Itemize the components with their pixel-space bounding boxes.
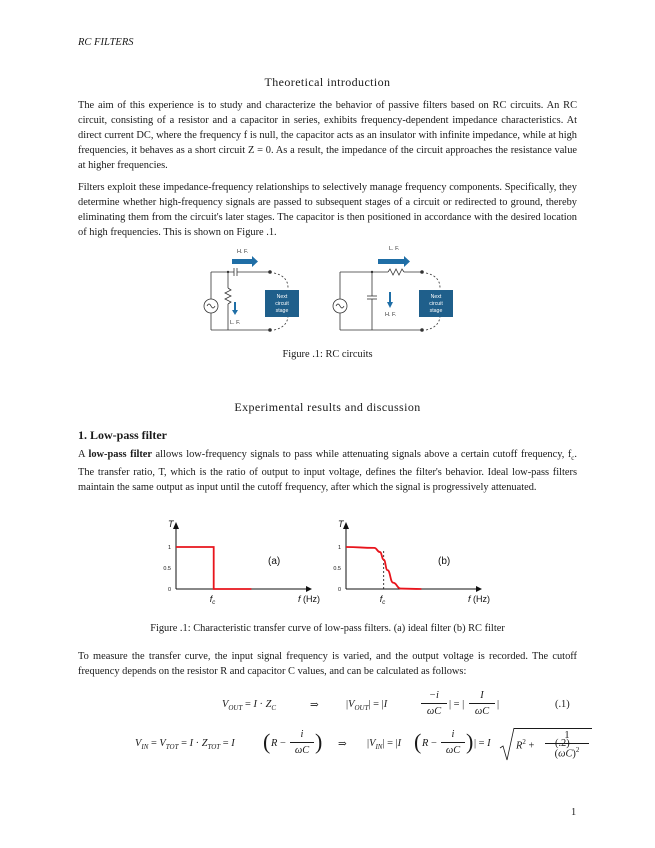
hf-label-2: H. F.: [385, 312, 397, 318]
x-axis-arrow-1: [476, 586, 482, 592]
next-stage-line-1b: Next: [430, 294, 442, 300]
lp-sub: c: [571, 454, 575, 463]
equation-2-number: (.2): [555, 738, 570, 749]
resistor-icon: [225, 288, 231, 304]
y-tick-label-0-2: 0: [167, 587, 171, 593]
next-stage-line-3b: stage: [429, 308, 443, 314]
next-stage-line-2: circuit: [275, 301, 289, 307]
y-axis-arrow-0: [173, 522, 179, 529]
lf-arrow-icon: [232, 302, 238, 315]
subsection-low-pass: 1. Low-pass filter: [78, 428, 167, 442]
running-header: [78, 37, 134, 48]
y-axis-arrow-1: [343, 522, 349, 529]
next-stage-box-left: [265, 290, 299, 317]
y-tick-label-0-0: 1: [167, 545, 171, 551]
y-axis-label-1: T: [338, 519, 344, 529]
figure-2-caption: Figure .1: Characteristic transfer curve of low-pass filters. (a) ideal filter (b) RC filter: [150, 623, 505, 634]
hf-arrow-icon: [232, 256, 258, 267]
panel-label-1: (b): [438, 556, 451, 567]
x-axis-label-0: f (Hz): [298, 594, 321, 604]
y-tick-label-1-1: 0.5: [333, 566, 341, 572]
resistor-icon-2: [388, 269, 404, 275]
x-tick-label-fc-1: $f_c$: [379, 594, 386, 606]
x-tick-label-fc-0: $f_c$: [209, 594, 216, 606]
x-axis-label-1: f (Hz): [468, 594, 491, 604]
lowpass-paragraph-1: [78, 448, 577, 496]
next-stage-line-3: stage: [275, 308, 289, 314]
lp-bold: low-pass filter: [88, 449, 153, 460]
header-title: RC FILTERS: [78, 37, 134, 48]
next-stage-line-2b: circuit: [429, 301, 443, 307]
lf-label: L. F.: [230, 320, 241, 326]
theory-paragraph-1: The aim of this experience is to study and characterize the behavior of passive filters based on RC circuits. An RC circuit, consisting of a resistor and a capacitor in series, exhibits frequency-dependent impedance characteristics. At direct current DC, where the frequency f is null, the capacitor acts as an insulator with infinite impedance, while at high frequencies, it behaves as a short circuit Z = 0. As a result, the impedance of the circuit approaches the resistance value at higher frequencies.: [78, 100, 577, 171]
theory-paragraph-2: Filters exploit these impedance-frequency relationships to selectively manage frequency components. Specifically, they determine whether high-frequency signals are passed to subsequent stages of a circuit or redirected to ground, thereby eliminating them from the circuit's later stages. The capacitor is then positioned in accordance with the desired location of high frequencies. This is shown on Figure .1.: [78, 182, 577, 238]
section-title-results: Experimental results and discussion: [234, 400, 421, 414]
lp-text-b: allows low-frequency signals to pass while attenuating signals above a certain cutoff frequency, f: [152, 449, 572, 460]
y-tick-label-1-2: 0: [337, 587, 341, 593]
page-number: 1: [571, 807, 577, 818]
x-axis-arrow-0: [306, 586, 312, 592]
lf-label-2: L. F.: [389, 246, 400, 252]
y-tick-label-0-1: 0.5: [163, 566, 171, 572]
y-tick-label-1-0: 1: [337, 545, 341, 551]
lp-text-c: . The transfer ratio, T, which is the ratio of output to input voltage, defines the filter's behavior. Ideal low-pass filters maintain the same output as input until the cutoff frequency, after which the signal is progressively attenuated.: [78, 449, 578, 493]
figure-1-caption: Figure .1: RC circuits: [282, 349, 373, 360]
transfer-curve-0: [176, 547, 251, 589]
next-stage-line-1: Next: [276, 294, 288, 300]
page: RC FILTERS Theoretical introduction The aim of this experience is to study and characterize the behavior of passive filters based on RC circuits. An RC circuit, consisting of a resistor and a capacitor in series, exhibits frequency-dependent impedance characteristics. At direct current DC, where the frequency f is null, the capacitor acts as an insulator with infinite impedance, while at high frequencies, it behaves as a short circuit Z = 0. As a result, the impedance of the circuit approaches the resistance value at higher frequencies. Filters exploit these impedance-frequency relationships to selectively manage frequency components. Specifically, they determine whether high-frequency signals are passed to subsequent stages of a circuit or redirected to ground, thereby eliminating them from the circuit's later stages. The capacitor is then positioned in accordance with the desired location of high frequencies. This is shown on Figure .1. H. F. L. F. Next circuit stage L. F. H. F. Next circuit stage Figure .1: RC circuits Experimental results and discussion 1. Low-pass filter A low-pass filter allows low-frequency signals to pass while attenuating signals above a certain cutoff frequency, $f_c$. The transfer ratio, T, which is the ratio of output to input voltage, defines the filter's behavior. Ideal low-pass filters maintain the same output as input until the cutoff frequency, after which the signal is progressively attenuated. T 1 0.5 0 f (Hz) $f_c$ (a) T 1 0.5 0 f (Hz) $f_c$ (b) Figure .1: Characteristic transfer curve of low-pass filters. (a) ideal filter (b) RC filter To measure the transfer curve, the input signal frequency is varied, and the output voltage is recorded. The cutoff frequency depends on the resistor R and capacitor C values, and can be calculated as follows: $V_{OUT} = I \cdot Z_C$ ⇒ $|V_{OUT}| = |I$ −i ωC | = | I ωC | (.1) $V_{IN} = V_{TOT} = I \cdot Z_{TOT} = I$ ( R − i ωC ) ⇒ $|V_{IN}| = |I$ ( R − i ωC ) | = I $R^2$ + 1 $(\omega C)^2$ (.2) 1: [0, 0, 655, 848]
lowpass-paragraph-2: To measure the transfer curve, the input signal frequency is varied, and the output voltage is recorded. The cutoff frequency depends on the resistor R and capacitor C values, and can be calculated as follows:: [78, 651, 577, 677]
hf-label: H. F.: [237, 249, 249, 255]
rc-circuits-figure: [192, 240, 472, 340]
y-axis-label-0: T: [168, 519, 174, 529]
equation-1-number: (.1): [555, 699, 570, 710]
lp-text-a: A: [78, 449, 89, 460]
lf-arrow-icon-2: [378, 256, 410, 267]
section-title-theory: Theoretical introduction: [264, 75, 391, 89]
hf-arrow-icon-2: [387, 292, 393, 308]
next-stage-box-right: [419, 290, 453, 317]
panel-label-0: (a): [268, 556, 281, 567]
transfer-curves-figure: [158, 517, 498, 613]
